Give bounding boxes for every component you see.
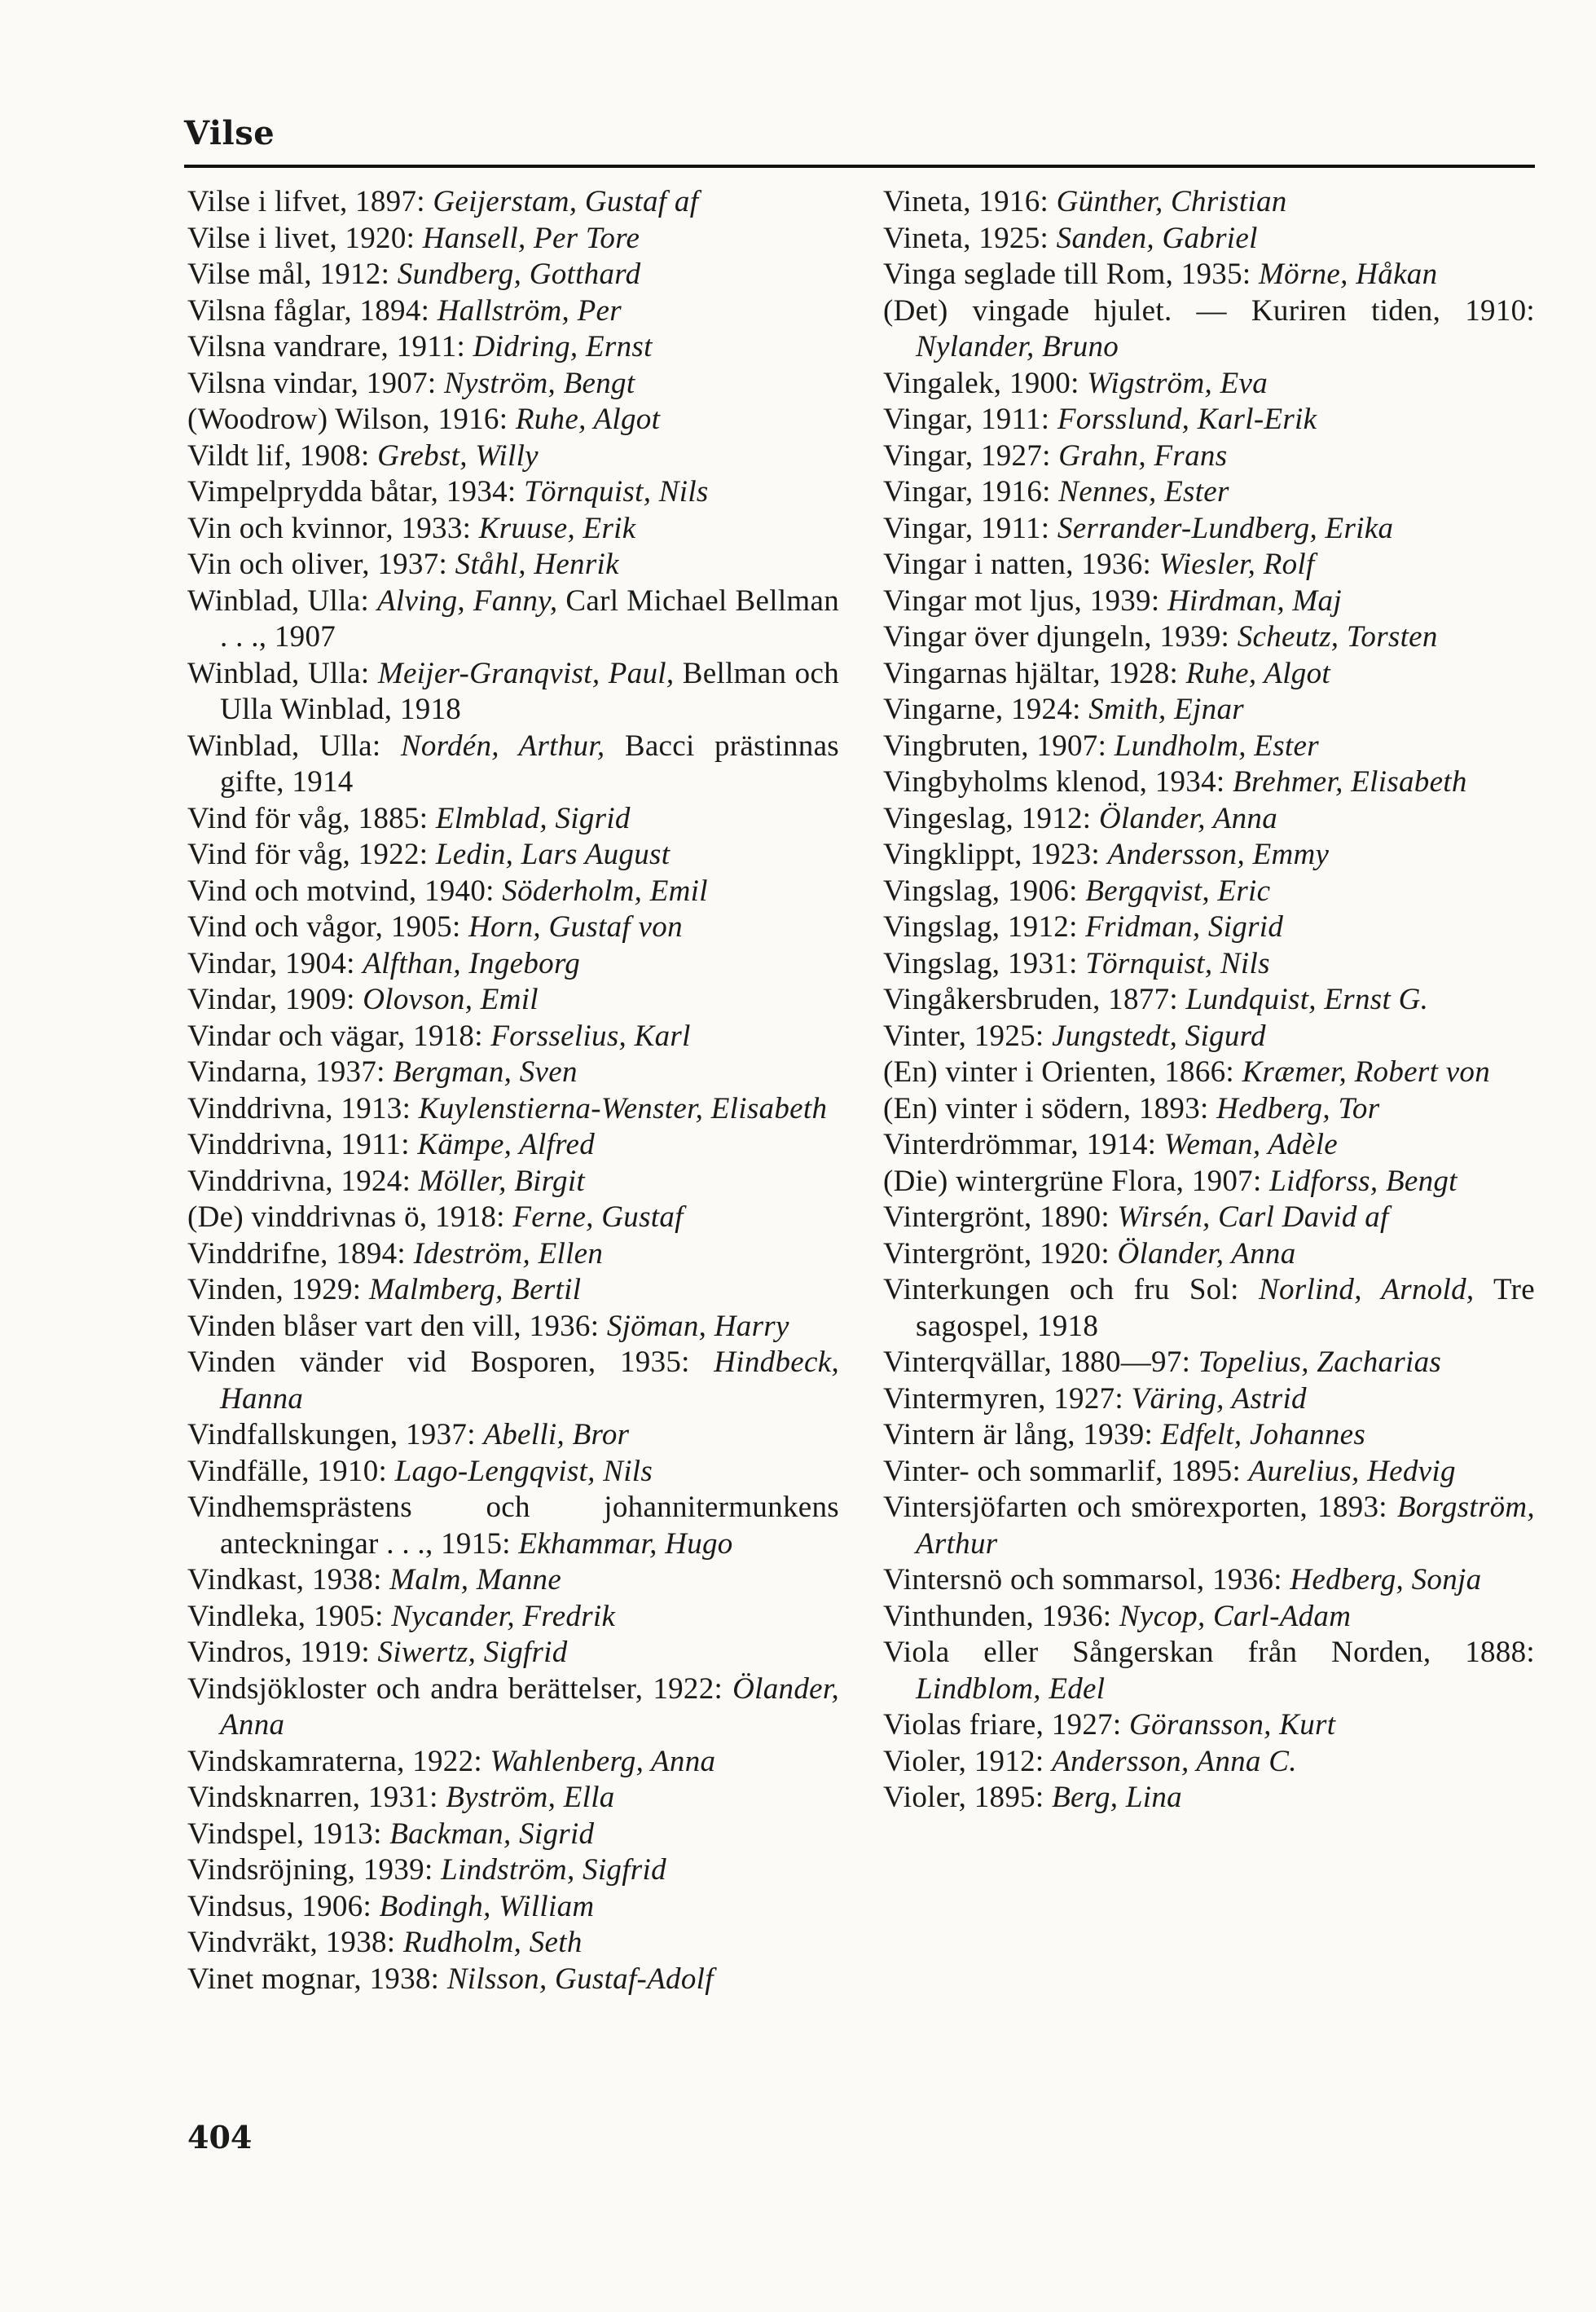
index-entry — [883, 1780, 1535, 1817]
index-entry — [883, 729, 1535, 765]
entry-title: Vin och kvinnor, 1933: — [187, 511, 479, 545]
entry-author: Brehmer, Elisabeth — [1233, 765, 1467, 799]
entry-title: Vinddrifne, 1894: — [187, 1236, 414, 1270]
entry-title: Vind för våg, 1922: — [187, 838, 436, 871]
entry-title: (Die) wintergrüne Flora, 1907: — [883, 1164, 1270, 1198]
index-entry — [187, 801, 839, 838]
entry-title: Vinterqvällar, 1880—97: — [883, 1345, 1198, 1379]
entry-author: Lundquist, Ernst G. — [1185, 983, 1429, 1016]
entry-rest: Bacci prästinnas gifte, 1914 — [220, 729, 839, 799]
entry-author: Elmblad, Sigrid — [435, 801, 631, 835]
index-entry — [187, 366, 839, 403]
index-entry — [187, 1055, 839, 1091]
entry-title: Vindar, 1904: — [187, 946, 363, 980]
entry-title: Vintermyren, 1927: — [883, 1381, 1132, 1416]
entry-author: Nyström, Bengt — [444, 366, 635, 400]
entry-title: Vingbyholms klenod, 1934: — [883, 765, 1233, 799]
entry-title: Vingarnas hjältar, 1928: — [883, 656, 1186, 690]
index-entry — [187, 1852, 839, 1889]
entry-author: Grahn, Frans — [1058, 438, 1228, 473]
entry-title: Vinddrivna, 1913: — [187, 1091, 419, 1125]
entry-title: Vintersjöfarten och smörexporten, 1893: — [883, 1491, 1397, 1524]
entry-title: (Det) vingade hjulet. — Kuriren tiden, 1910: — [883, 293, 1535, 328]
entry-title: Vingar, 1911: — [883, 511, 1057, 545]
index-entry — [187, 511, 839, 548]
entry-author: Göransson, Kurt — [1129, 1708, 1336, 1742]
entry-title: Vingklippt, 1923: — [883, 838, 1108, 871]
entry-author: Kræmer, Robert von — [1242, 1055, 1491, 1089]
entry-author: Jungstedt, Sigurd — [1052, 1019, 1266, 1053]
entry-title: Vindsjökloster och andra berättelser, 1922: — [187, 1671, 733, 1706]
index-entry — [883, 1490, 1535, 1562]
entry-author: Lindblom, Edel — [916, 1671, 1106, 1706]
index-entry — [883, 1200, 1535, 1236]
entry-author: Möller, Birgit — [418, 1164, 586, 1198]
entry-title: Winblad, Ulla: — [187, 729, 401, 763]
entry-title: (En) vinter i södern, 1893: — [883, 1091, 1217, 1125]
index-entry — [187, 1780, 839, 1817]
index-entry — [883, 547, 1535, 584]
index-entry — [883, 438, 1535, 475]
entry-title: Vineta, 1925: — [883, 221, 1057, 255]
entry-author: Topelius, Zacharias — [1198, 1345, 1442, 1379]
index-entry — [187, 1889, 839, 1926]
entry-author: Nennes, Ester — [1058, 475, 1229, 509]
entry-author: Norlind, Arnold, — [1258, 1273, 1475, 1306]
index-entry — [883, 982, 1535, 1019]
index-entry — [187, 1127, 839, 1164]
entry-author: Nordén, Arthur, — [400, 729, 605, 763]
index-entry — [883, 1019, 1535, 1055]
entry-title: (Woodrow) Wilson, 1916: — [187, 403, 516, 436]
entry-title: Vintergrönt, 1920: — [883, 1236, 1118, 1270]
entry-author: Ruhe, Algot — [515, 403, 661, 436]
entry-title: Vildt lif, 1908: — [187, 438, 378, 473]
header-rule — [184, 165, 1535, 168]
entry-title: Vingar mot ljus, 1939: — [883, 584, 1167, 618]
index-entry — [187, 1744, 839, 1781]
entry-author: Ölander, Anna — [1117, 1236, 1296, 1270]
entry-author: Ruhe, Algot — [1185, 656, 1330, 690]
entry-title: Vingeslag, 1912: — [883, 801, 1099, 835]
entry-author: Ölander, Anna — [220, 1671, 839, 1742]
entry-title: Vilsna vandrare, 1911: — [187, 330, 473, 363]
index-entry — [187, 909, 839, 946]
index-entry — [187, 656, 839, 729]
index-entry — [883, 1635, 1535, 1707]
entry-author: Hedberg, Tor — [1216, 1091, 1380, 1125]
entry-title: Vingalek, 1900: — [883, 366, 1088, 400]
entry-title: Winblad, Ulla: — [187, 656, 378, 690]
entry-author: Günther, Christian — [1056, 185, 1287, 218]
entry-author: Lago-Lengqvist, Nils — [394, 1454, 653, 1488]
index-entry — [187, 1345, 839, 1417]
entry-author: Lidforss, Bengt — [1269, 1164, 1458, 1198]
index-entry — [883, 692, 1535, 729]
entry-rest: Tre sagospel, 1918 — [916, 1273, 1535, 1343]
entry-author: Olovson, Emil — [363, 983, 539, 1016]
entry-title: Vingar, 1916: — [883, 475, 1059, 509]
index-entry — [187, 584, 839, 656]
index-entry — [883, 474, 1535, 511]
index-entry — [187, 874, 839, 910]
index-entry — [883, 764, 1535, 801]
entry-title: Vinterkungen och fru Sol: — [883, 1273, 1259, 1306]
entry-title: Vind och vågor, 1905: — [187, 910, 469, 944]
entry-title: Vinddrivna, 1911: — [187, 1128, 418, 1161]
entry-title: Vindsknarren, 1931: — [187, 1781, 446, 1814]
entry-author: Berg, Lina — [1052, 1781, 1182, 1814]
entry-author: Malmberg, Bertil — [368, 1273, 582, 1306]
page-header: Vilse — [184, 114, 275, 152]
entry-author: Söderholm, Emil — [502, 874, 708, 908]
index-entry — [883, 874, 1535, 910]
entry-author: Sanden, Gabriel — [1056, 221, 1258, 255]
index-entry — [187, 1817, 839, 1853]
index-entry — [883, 1417, 1535, 1454]
entry-title: Vingbruten, 1907: — [883, 729, 1115, 763]
entry-title: Vindskamraterna, 1922: — [187, 1744, 490, 1778]
entry-author: Nycop, Carl-Adam — [1119, 1599, 1352, 1633]
entry-title: (En) vinter i Orienten, 1866: — [883, 1055, 1242, 1089]
left-column — [187, 184, 839, 1997]
entry-author: Kämpe, Alfred — [417, 1128, 596, 1161]
entry-author: Wahlenberg, Anna — [490, 1744, 716, 1778]
entry-title: Vingar i natten, 1936: — [883, 548, 1159, 581]
index-entry — [883, 801, 1535, 838]
entry-author: Forsslund, Karl-Erik — [1057, 403, 1317, 436]
index-entry — [883, 184, 1535, 221]
entry-title: Vingarne, 1924: — [883, 693, 1089, 726]
index-entry — [187, 1200, 839, 1236]
entry-author: Kruuse, Erik — [478, 511, 636, 545]
entry-title: Vindfälle, 1910: — [187, 1454, 395, 1488]
entry-author: Ledin, Lars August — [435, 838, 670, 871]
entry-author: Hallström, Per — [437, 293, 622, 328]
index-entry — [187, 257, 839, 293]
entry-author: Wigström, Eva — [1087, 366, 1268, 400]
entry-title: Vindros, 1919: — [187, 1636, 378, 1669]
entry-title: Vindhemsprästens och johannitermunkens anteckningar . . ., 1915: — [187, 1491, 839, 1561]
entry-author: Nylander, Bruno — [916, 330, 1119, 363]
entry-title: Vintern är lång, 1939: — [883, 1418, 1161, 1451]
entry-author: Horn, Gustaf von — [468, 910, 683, 944]
entry-title: Vilse i lifvet, 1897: — [187, 185, 433, 218]
entry-title: Vilse mål, 1912: — [187, 258, 398, 291]
entry-title: Vimpelprydda båtar, 1934: — [187, 475, 525, 509]
index-entry — [187, 402, 839, 438]
index-entry — [187, 1490, 839, 1562]
index-entry — [187, 1236, 839, 1273]
index-entry — [187, 1635, 839, 1671]
entry-author: Geijerstam, Gustaf af — [433, 185, 699, 218]
index-entry — [883, 946, 1535, 983]
index-entry — [883, 1091, 1535, 1128]
index-entry — [883, 1744, 1535, 1781]
entry-author: Sjöman, Harry — [606, 1309, 789, 1343]
entry-author: Borgström, Arthur — [916, 1491, 1535, 1561]
entry-title: Vinden blåser vart den vill, 1936: — [187, 1309, 607, 1343]
index-entry — [883, 619, 1535, 656]
entry-author: Wirsén, Carl David af — [1117, 1200, 1389, 1234]
entry-author: Nycander, Fredrik — [391, 1599, 616, 1633]
entry-title: Vindsröjning, 1939: — [187, 1853, 442, 1887]
index-entry — [883, 1454, 1535, 1491]
entry-title: Vingar över djungeln, 1939: — [883, 620, 1238, 654]
index-entry — [187, 221, 839, 258]
entry-author: Andersson, Anna C. — [1052, 1744, 1297, 1778]
entry-author: Törnquist, Nils — [1085, 946, 1270, 980]
entry-title: Vinga seglade till Rom, 1935: — [883, 258, 1260, 291]
index-entry — [187, 474, 839, 511]
entry-title: Viola eller Sångerskan från Norden, 1888: — [883, 1636, 1535, 1669]
entry-author: Lundholm, Ester — [1114, 729, 1319, 763]
entry-title: Vind och motvind, 1940: — [187, 874, 503, 908]
index-entry — [187, 1019, 839, 1055]
entry-title: Vinden vänder vid Bosporen, 1935: — [187, 1345, 714, 1379]
entry-author: Törnquist, Nils — [524, 475, 709, 509]
entry-title: Vindfallskungen, 1937: — [187, 1418, 484, 1451]
entry-title: Vineta, 1916: — [883, 185, 1057, 218]
entry-author: Grebst, Willy — [377, 438, 539, 473]
entry-title: (De) vinddrivnas ö, 1918: — [187, 1200, 513, 1234]
entry-title: Violer, 1912: — [883, 1744, 1053, 1778]
entry-title: Vindleka, 1905: — [187, 1599, 392, 1633]
index-entry — [187, 729, 839, 801]
entry-author: Fridman, Sigrid — [1085, 910, 1284, 944]
index-entry — [883, 1381, 1535, 1418]
entry-title: Vind för våg, 1885: — [187, 801, 436, 835]
entry-author: Mörne, Håkan — [1259, 258, 1438, 291]
entry-author: Ferne, Gustaf — [512, 1200, 684, 1234]
entry-author: Alfthan, Ingeborg — [363, 946, 581, 980]
index-entry — [187, 293, 839, 330]
entry-title: Vingslag, 1906: — [883, 874, 1086, 908]
index-entry — [883, 293, 1535, 366]
entry-title: Vindsus, 1906: — [187, 1889, 380, 1923]
entry-author: Abelli, Bror — [483, 1418, 630, 1451]
entry-author: Byström, Ella — [446, 1781, 615, 1814]
index-entry — [883, 1707, 1535, 1744]
index-entry — [187, 1962, 839, 1998]
entry-author: Weman, Adèle — [1163, 1128, 1339, 1161]
index-entry — [883, 656, 1535, 693]
entry-title: Vintergrönt, 1890: — [883, 1200, 1118, 1234]
entry-title: Vilse i livet, 1920: — [187, 221, 423, 255]
entry-author: Serrander-Lundberg, Erika — [1057, 511, 1394, 545]
entry-author: Bergqvist, Eric — [1085, 874, 1271, 908]
entry-author: Malm, Manne — [389, 1563, 562, 1596]
entry-rest: Carl Michael Bellman . . ., 1907 — [220, 584, 840, 654]
entry-title: Vindar och vägar, 1918: — [187, 1019, 491, 1053]
index-entry — [187, 547, 839, 584]
entry-author: Andersson, Emmy — [1107, 838, 1330, 871]
entry-author: Backman, Sigrid — [389, 1817, 595, 1851]
index-entry — [883, 1562, 1535, 1599]
index-entry — [187, 837, 839, 874]
entry-title: Vilsna vindar, 1907: — [187, 366, 445, 400]
index-entry — [187, 1671, 839, 1744]
index-entry — [187, 1454, 839, 1491]
index-entry — [187, 1925, 839, 1962]
entry-title: Vingslag, 1931: — [883, 946, 1086, 980]
entry-author: Scheutz, Torsten — [1237, 620, 1438, 654]
index-entry — [883, 909, 1535, 946]
entry-author: Hansell, Per Tore — [422, 221, 640, 255]
entry-author: Väring, Astrid — [1131, 1381, 1307, 1416]
entry-title: Vinden, 1929: — [187, 1273, 369, 1306]
entry-author: Hirdman, Maj — [1167, 584, 1342, 618]
entry-title: Vinet mognar, 1938: — [187, 1962, 447, 1996]
entry-title: Vingåkersbruden, 1877: — [883, 983, 1186, 1016]
index-entry — [883, 257, 1535, 293]
entry-title: Vintersnö och sommarsol, 1936: — [883, 1563, 1290, 1596]
index-entry — [883, 1599, 1535, 1636]
index-entry — [883, 366, 1535, 403]
entry-author: Meijer-Granqvist, Paul, — [377, 656, 675, 690]
entry-title: Vindarna, 1937: — [187, 1055, 394, 1089]
index-entry — [187, 1272, 839, 1309]
right-column — [883, 184, 1535, 1817]
entry-title: Vindar, 1909: — [187, 983, 363, 1016]
entry-author: Aurelius, Hedvig — [1248, 1454, 1456, 1488]
entry-author: Siwertz, Sigfrid — [377, 1636, 568, 1669]
entry-title: Violer, 1895: — [883, 1781, 1053, 1814]
entry-author: Hedberg, Sonja — [1290, 1563, 1482, 1596]
index-entry — [187, 1599, 839, 1636]
entry-title: Vinter- och sommarlif, 1895: — [883, 1454, 1249, 1488]
entry-title: Vindkast, 1938: — [187, 1563, 390, 1596]
entry-title: Vindspel, 1913: — [187, 1817, 390, 1851]
entry-author: Rudholm, Seth — [402, 1926, 583, 1959]
entry-title: Vinterdrömmar, 1914: — [883, 1128, 1164, 1161]
entry-author: Bodingh, William — [379, 1889, 595, 1923]
entry-author: Ideström, Ellen — [413, 1236, 604, 1270]
index-entry — [883, 1055, 1535, 1091]
entry-title: Vingslag, 1912: — [883, 910, 1086, 944]
entry-title: Vin och oliver, 1937: — [187, 548, 455, 581]
index-entry — [883, 584, 1535, 620]
entry-author: Forsselius, Karl — [490, 1019, 691, 1053]
index-entry — [187, 946, 839, 983]
entry-author: Edfelt, Johannes — [1160, 1418, 1366, 1451]
entry-author: Ekhammar, Hugo — [518, 1526, 733, 1561]
entry-title: Vindvräkt, 1938: — [187, 1926, 403, 1959]
entry-title: Vingar, 1911: — [883, 403, 1057, 436]
entry-author: Didring, Ernst — [473, 330, 653, 363]
entry-title: Winblad, Ulla: — [187, 584, 377, 618]
entry-title: Vinter, 1925: — [883, 1019, 1053, 1053]
index-entry — [187, 329, 839, 366]
entry-title: Vinthunden, 1936: — [883, 1599, 1119, 1633]
index-entry — [187, 1091, 839, 1128]
entry-author: Wiesler, Rolf — [1159, 548, 1315, 581]
index-entry — [883, 221, 1535, 258]
entry-rest: Bellman och Ulla Winblad, 1918 — [220, 656, 839, 726]
index-entry — [883, 511, 1535, 548]
entry-title: Vingar, 1927: — [883, 438, 1059, 473]
index-entry — [187, 1417, 839, 1454]
index-entry — [883, 1345, 1535, 1381]
entry-author: Hindbeck, Hanna — [220, 1345, 839, 1416]
index-entry — [187, 982, 839, 1019]
entry-author: Nilsson, Gustaf-Adolf — [446, 1962, 714, 1996]
index-entry — [883, 1236, 1535, 1273]
page-number: 404 — [187, 2119, 253, 2156]
index-entry — [187, 438, 839, 475]
entry-author: Bergman, Sven — [393, 1055, 578, 1089]
index-entry — [883, 1164, 1535, 1200]
entry-author: Alving, Fanny, — [376, 584, 558, 618]
index-entry — [883, 402, 1535, 438]
entry-title: Vinddrivna, 1924: — [187, 1164, 419, 1198]
index-entry — [883, 1127, 1535, 1164]
entry-author: Sundberg, Gotthard — [397, 258, 641, 291]
index-entry — [187, 184, 839, 221]
entry-author: Kuylenstierna-Wenster, Elisabeth — [418, 1091, 828, 1125]
entry-author: Ståhl, Henrik — [455, 548, 619, 581]
entry-title: Vilsna fåglar, 1894: — [187, 293, 437, 328]
entry-author: Lindström, Sigfrid — [441, 1853, 666, 1887]
entry-author: Smith, Ejnar — [1088, 693, 1244, 726]
index-entry — [883, 1272, 1535, 1345]
entry-title: Violas friare, 1927: — [883, 1708, 1130, 1742]
index-entry — [187, 1309, 839, 1345]
index-entry — [187, 1164, 839, 1200]
entry-author: Ölander, Anna — [1098, 801, 1277, 835]
index-entry — [187, 1562, 839, 1599]
index-entry — [883, 837, 1535, 874]
